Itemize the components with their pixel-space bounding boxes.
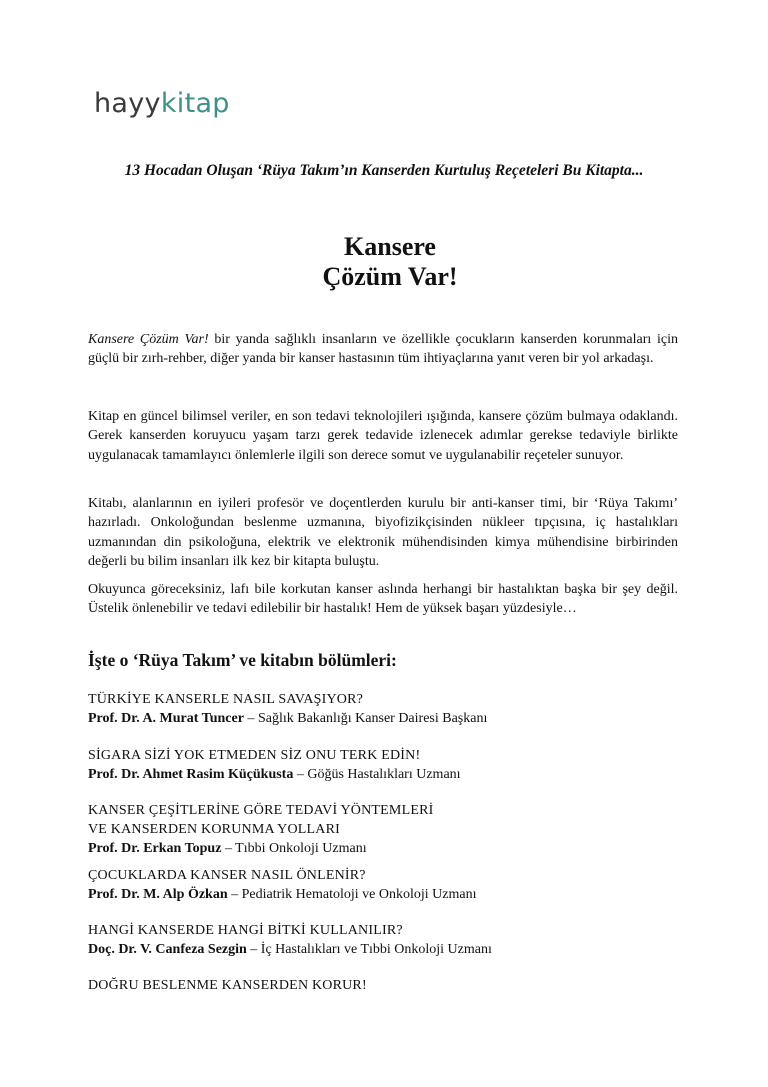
logo-text-kitap: kitap bbox=[160, 88, 230, 119]
section-heading: İşte o ‘Rüya Takım’ ve kitabın bölümleri: bbox=[88, 650, 397, 670]
chapter-author: Prof. Dr. A. Murat Tuncer bbox=[88, 711, 244, 726]
chapter-item bbox=[88, 690, 688, 728]
chapter-item bbox=[88, 921, 688, 959]
chapter-author-role: – Pediatrik Hematoloji ve Onkoloji Uzmanı bbox=[227, 887, 477, 902]
paragraph-intro bbox=[88, 330, 678, 369]
chapter-author: Doç. Dr. V. Canfeza Sezgin bbox=[88, 942, 247, 957]
logo-text-hayy: hayy bbox=[94, 88, 161, 119]
book-title-line1: Kansere bbox=[344, 232, 436, 261]
chapter-title: TÜRKİYE KANSERLE NASIL SAVAŞIYOR? bbox=[88, 692, 364, 707]
chapter-title: ÇOCUKLARDA KANSER NASIL ÖNLENİR? bbox=[88, 868, 366, 883]
paragraph-team: Kitabı, alanlarının en iyileri profesör ve doçentlerden kurulu bir anti-kanser timi, bir ‘Rüya Takımı’ hazırladı. Onkoloğundan beslenme uzmanına, biyofizikçisinden nükleer tıpçısına, iç hastalıkları uzmanından din psikoloğuna, elektrik ve elektronik mühendisinden kimya mühendisine birbirinden değerli bu bilim insanları ilk kez bir kitapta buluştu. bbox=[88, 496, 678, 570]
chapter-item bbox=[88, 976, 688, 995]
paragraph-science: Kitap en güncel bilimsel veriler, en son tedavi teknolojileri ışığında, kansere çözüm bulmaya odaklandı. Gerek kanserden koruyucu yaşam tarzı gerek tedavide izlenecek adımlar gerekse tedaviyle birlikte uygulanacak tamamlayıcı önlemlerle ilgili son derece somut ve uygulanabilir reçeteler sunuyor. bbox=[88, 409, 678, 463]
chapter-item bbox=[88, 746, 688, 784]
chapter-author: Prof. Dr. Erkan Topuz bbox=[88, 841, 222, 856]
chapter-item bbox=[88, 866, 688, 904]
book-title-line2: Çözüm Var! bbox=[322, 262, 458, 291]
chapter-author-role: – İç Hastalıkları ve Tıbbi Onkoloji Uzmanı bbox=[246, 942, 492, 957]
paragraph-intro-italic: Kansere Çözüm Var! bbox=[88, 332, 209, 347]
chapter-title: HANGİ KANSERDE HANGİ BİTKİ KULLANILIR? bbox=[88, 923, 403, 938]
chapter-title: SİGARA SİZİ YOK ETMEDEN SİZ ONU TERK EDİN! bbox=[88, 748, 421, 763]
chapter-author-role: – Göğüs Hastalıkları Uzmanı bbox=[293, 767, 461, 782]
chapter-title: KANSER ÇEŞİTLERİNE GÖRE TEDAVİ YÖNTEMLERİ bbox=[88, 803, 434, 818]
chapter-author-role: – Tıbbi Onkoloji Uzmanı bbox=[221, 841, 367, 856]
book-subtitle: 13 Hocadan Oluşan ‘Rüya Takım’ın Kanserden Kurtuluş Reçeteleri Bu Kitapta... bbox=[124, 162, 644, 179]
chapter-item bbox=[88, 801, 688, 858]
book-title bbox=[300, 232, 480, 292]
chapter-title-line2: VE KANSERDEN KORUNMA YOLLARI bbox=[88, 822, 341, 837]
chapter-title: DOĞRU BESLENME KANSERDEN KORUR! bbox=[88, 978, 367, 993]
chapter-author: Prof. Dr. M. Alp Özkan bbox=[88, 887, 228, 902]
paragraph-intro-rest: bir yanda sağlıklı insanların ve özellikle çocukların kanserden korunmaları için güçlü bir zırh-rehber, diğer yanda bir kanser hastasının tüm ihtiyaçlarına yanıt veren bir yol arkadaşı. bbox=[88, 332, 678, 367]
chapter-author: Prof. Dr. Ahmet Rasim Küçükusta bbox=[88, 767, 294, 782]
publisher-logo bbox=[94, 90, 230, 117]
chapter-author-role: – Sağlık Bakanlığı Kanser Dairesi Başkanı bbox=[243, 711, 488, 726]
paragraph-summary: Okuyunca göreceksiniz, lafı bile korkutan kanser aslında herhangi bir hastalıktan başka bir şey değil. Üstelik önlenebilir ve tedavi edilebilir bir hastalık! Hem de yüksek başarı yüzdesiyle… bbox=[88, 582, 678, 617]
